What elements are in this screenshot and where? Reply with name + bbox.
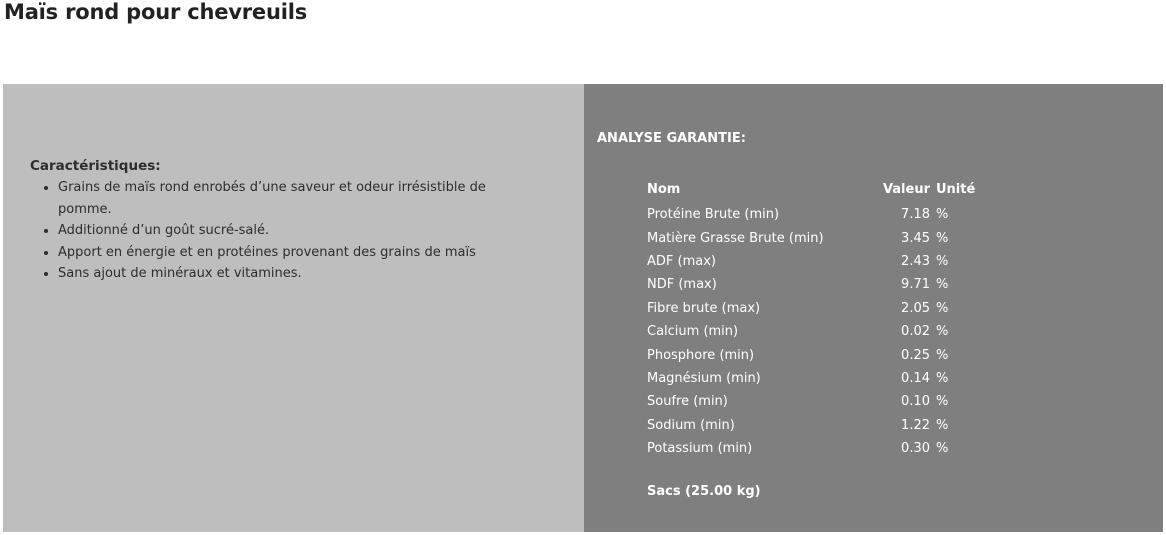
page-title: Maïs rond pour chevreuils	[4, 0, 308, 24]
nutrient-unit: %	[936, 324, 949, 340]
characteristic-item: • Sans ajout de minéraux et vitamines.	[58, 263, 518, 285]
nutrient-unit: %	[936, 277, 949, 293]
table-row	[644, 226, 979, 249]
table-row	[644, 250, 979, 273]
table-row	[644, 320, 979, 343]
nutrient-name: Soufre (min)	[647, 394, 728, 410]
nutrient-unit: %	[936, 394, 949, 410]
nutrient-value: 2.43	[901, 253, 930, 269]
nutrient-value: 2.05	[901, 300, 930, 316]
table-row	[644, 390, 979, 413]
characteristic-item: • Grains de maïs rond enrobés d’une saveur et odeur irrésistible de pomme.	[58, 177, 518, 220]
characteristic-item: • Apport en énergie et en protéines provenant des grains de maïs	[58, 242, 518, 264]
nutrient-value: 7.18	[901, 207, 930, 223]
nutrient-value: 3.45	[901, 230, 930, 246]
nutrient-unit: %	[936, 347, 949, 363]
nutrient-unit: %	[936, 207, 949, 223]
nutrient-unit: %	[936, 253, 949, 269]
characteristic-item: • Additionné d’un goût sucré-salé.	[58, 220, 518, 242]
nutrient-value: 0.30	[901, 441, 930, 457]
table-row	[644, 343, 979, 366]
nutrient-name: Matière Grasse Brute (min)	[647, 230, 824, 246]
column-header-name: Nom	[647, 182, 681, 197]
nutrient-name: ADF (max)	[647, 253, 716, 269]
analysis-title: ANALYSE GARANTIE:	[597, 131, 746, 146]
product-panels	[3, 84, 1163, 532]
nutrient-name: Fibre brute (max)	[647, 300, 761, 316]
nutrient-name: Magnésium (min)	[647, 370, 761, 386]
nutrient-value: 0.02	[901, 324, 930, 340]
column-header-value: Valeur	[882, 182, 930, 197]
table-row	[644, 367, 979, 390]
analysis-header-row	[644, 180, 979, 203]
nutrient-name: Phosphore (min)	[647, 347, 755, 363]
column-header-unit: Unité	[936, 182, 976, 197]
table-row	[644, 414, 979, 437]
nutrient-value: 9.71	[901, 277, 930, 293]
table-row	[644, 297, 979, 320]
table-row	[644, 437, 979, 460]
table-row	[644, 273, 979, 296]
nutrient-unit: %	[936, 230, 949, 246]
nutrient-value: 0.25	[901, 347, 930, 363]
characteristics-list	[30, 177, 518, 285]
nutrient-unit: %	[936, 417, 949, 433]
nutrient-value: 1.22	[901, 417, 930, 433]
bag-size: Sacs (25.00 kg)	[647, 484, 761, 499]
characteristics-heading: Caractéristiques:	[30, 158, 161, 174]
nutrient-name: Potassium (min)	[647, 441, 753, 457]
nutrient-name: NDF (max)	[647, 277, 717, 293]
table-row	[644, 203, 979, 226]
nutrient-unit: %	[936, 300, 949, 316]
nutrient-name: Calcium (min)	[647, 324, 739, 340]
guaranteed-analysis-panel	[584, 84, 1163, 532]
nutrient-value: 0.10	[901, 394, 930, 410]
analysis-table	[644, 180, 979, 460]
nutrient-unit: %	[936, 370, 949, 386]
nutrient-name: Sodium (min)	[647, 417, 735, 433]
nutrient-unit: %	[936, 441, 949, 457]
characteristics-panel	[3, 84, 584, 532]
nutrient-value: 0.14	[901, 370, 930, 386]
nutrient-name: Protéine Brute (min)	[647, 207, 780, 223]
